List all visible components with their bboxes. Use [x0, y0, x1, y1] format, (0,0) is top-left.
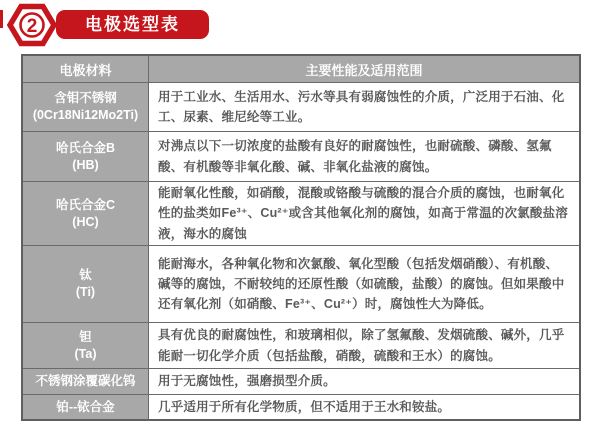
- table-row-description: [149, 246, 579, 323]
- section-title: 电极选型表: [85, 15, 180, 34]
- table-row-description: [149, 395, 579, 419]
- material-name: 含钼不锈钢: [54, 91, 117, 106]
- material-name: 不锈钢涂覆碳化钨: [35, 374, 136, 389]
- table-row-description: [149, 182, 579, 246]
- material-code: (HC): [72, 214, 99, 229]
- table-row-description: [149, 83, 579, 132]
- section-title-banner: [56, 10, 209, 39]
- table-row-material: [23, 395, 149, 419]
- description-text: 能耐海水，各种氧化物和次氯酸、氧化型酸（包括发烟硝酸）、有机酸、碱等的腐蚀，不耐较纯的还原性酸（如硫酸，盐酸）的腐蚀。但如果酸中还有氧化剂（如硝酸、Fe³⁺、Cu²⁺）时，腐蚀性大为降低。: [158, 256, 565, 312]
- table-row-material: [23, 132, 149, 182]
- material-name: 钛: [79, 268, 92, 283]
- description-text: 用于工业水、生活用水、污水等具有弱腐蚀性的介质，广泛用于石油、化工、尿素、维尼纶等工业。: [158, 89, 565, 124]
- material-code: (0Cr18Ni12Mo2Ti): [32, 108, 139, 122]
- table-row-description: [149, 369, 579, 395]
- page-edge-accent: [0, 10, 3, 28]
- material-name: 钽: [79, 329, 92, 344]
- table-row-description: [149, 323, 579, 369]
- table-row-material: [23, 182, 149, 246]
- table-row-material: [23, 246, 149, 323]
- column-header-description: 主要性能及适用范围: [149, 56, 579, 83]
- material-name: 哈氏合金C: [55, 197, 116, 212]
- material-name: 铂--铱合金: [56, 399, 115, 414]
- hexagon-badge-icon: [7, 3, 57, 47]
- description-text: 对沸点以下一切浓度的盐酸有良好的耐腐蚀性，也耐硫酸、磷酸、氢氟酸、有机酸等非氧化酸、碱、非氧化盐液的腐蚀。: [158, 139, 552, 174]
- column-header-material: 电极材料: [23, 56, 149, 83]
- material-code: (Ti): [75, 285, 96, 299]
- material-code: (Ta): [74, 346, 97, 361]
- table-row-description: [149, 132, 579, 182]
- section-number-badge: [7, 3, 57, 47]
- description-text: 用于无腐蚀性，强磨损型介质。: [158, 374, 336, 389]
- table-row-material: [23, 369, 149, 395]
- electrode-selection-table: [21, 54, 581, 421]
- description-text: 几乎适用于所有化学物质，但不适用于王水和铵盐。: [158, 399, 451, 414]
- badge-number: 2: [26, 16, 38, 37]
- material-code: (HB): [72, 157, 99, 172]
- material-name: 哈氏合金B: [55, 140, 116, 155]
- table-row-material: [23, 83, 149, 132]
- table-row-material: [23, 323, 149, 369]
- description-text: 具有优良的耐腐蚀性，和玻璃相似，除了氢氟酸、发烟硫酸、碱外，几乎能耐一切化学介质（包括盐酸，硝酸，硫酸和王水）的腐蚀。: [158, 328, 565, 363]
- description-text: 能耐氧化性酸，如硝酸，混酸或铬酸与硫酸的混合介质的腐蚀，也耐氧化性的盐类如Fe³⁺、Cu²⁺或含其他氧化剂的腐蚀，如高于常温的次氯酸盐溶液，海水的腐蚀: [158, 186, 568, 241]
